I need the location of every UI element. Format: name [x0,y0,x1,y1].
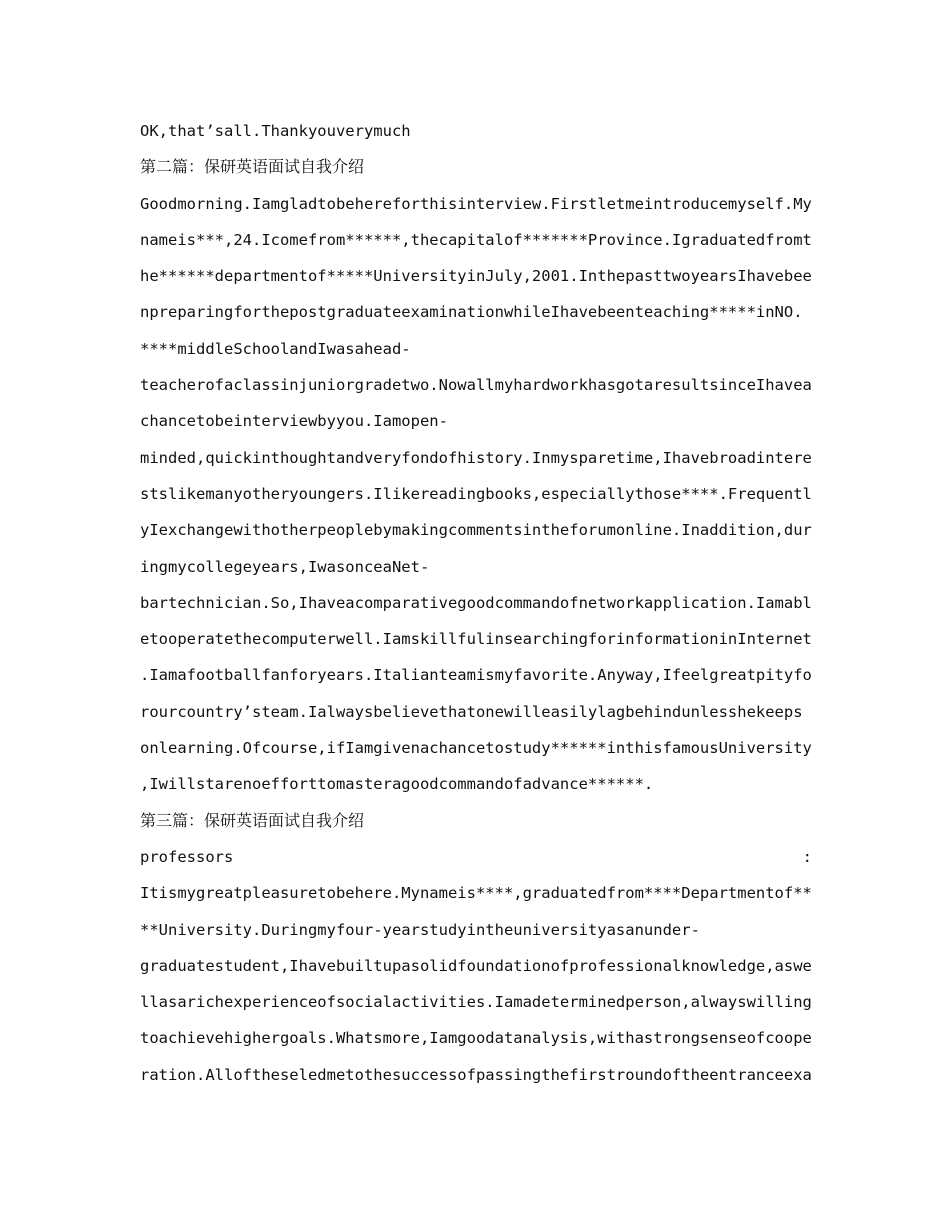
text-line: ration.Alloftheseledmetothesuccessofpassingthefirstroundoftheentranceexa [140,1065,812,1084]
text-line: Goodmorning.Iamgladtobehereforthisinterview.Firstletmeintroducemyself.My [140,194,812,213]
text-line: graduatestudent,Ihavebuiltupasolidfoundationofprofessionalknowledge,aswe [140,956,812,975]
text-line: OK,that’sall.Thankyouverymuch [140,122,411,140]
text-line: ,Iwillstarenoefforttomasteragoodcommandofadvance******. [140,775,654,794]
text-line: chancetobeinterviewbyyou.Iamopen- [140,412,448,431]
text-line: minded,quickinthoughtandveryfondofhistory.Inmysparetime,Ihavebroadintere [140,448,812,467]
text-line: stslikemanyotheryoungers.Ilikereadingbooks,especiallythose****.Frequentl [140,484,812,503]
professors-salutation [140,839,812,875]
document-body [140,113,812,1093]
text-line: bartechnician.So,Ihaveacomparativegoodcommandofnetworkapplication.Iamabl [140,593,812,612]
text-line: llasarichexperienceofsocialactivities.Iamadeterminedperson,alwayswilling [140,993,812,1012]
text-line: **University.Duringmyfour-yearstudyintheuniversityasanunder- [140,920,700,939]
section-heading: 第二篇：保研英语面试自我介绍 [140,157,365,177]
salutation-colon: : [802,847,812,866]
text-line: rourcountry’steam.Ialwaysbelievethatonewilleasilylagbehindunlesshekeeps [140,702,803,721]
text-line: nameis***,24.Icomefrom******,thecapitalof*******Province.Igraduatedfromt [140,230,812,249]
text-line: npreparingforthepostgraduateexaminationwhileIhavebeenteaching*****inNO. [140,303,803,322]
text-line: etooperatethecomputerwell.IamskillfulinsearchingforinformationinInternet [140,630,812,649]
salutation-text: professors [140,847,234,866]
text-line: teacherofaclassinjuniorgradetwo.NowallmyhardworkhasgotaresultsinceIhavea [140,376,812,395]
text-line: Itismygreatpleasuretobehere.Mynameis****,graduatedfrom****Departmentof** [140,884,812,903]
text-line: yIexchangewithotherpeoplebymakingcommentsintheforumonline.Inaddition,dur [140,521,812,540]
text-line: he******departmentof*****UniversityinJuly,2001.InthepasttwoyearsIhavebee [140,267,812,286]
text-line: .Iamafootballfanforyears.Italianteamismyfavorite.Anyway,Ifeelgreatpityfo [140,666,812,685]
text-line: ingmycollegeyears,IwasonceaNet- [140,557,430,576]
text-line: toachievehighergoals.Whatsmore,Iamgoodatanalysis,withastrongsenseofcoope [140,1029,812,1048]
section-heading: 第三篇：保研英语面试自我介绍 [140,810,365,830]
text-line: onlearning.Ofcourse,ifIamgivenachancetostudy******inthisfamousUniversity [140,739,812,758]
text-line: ****middleSchoolandIwasahead- [140,339,411,358]
